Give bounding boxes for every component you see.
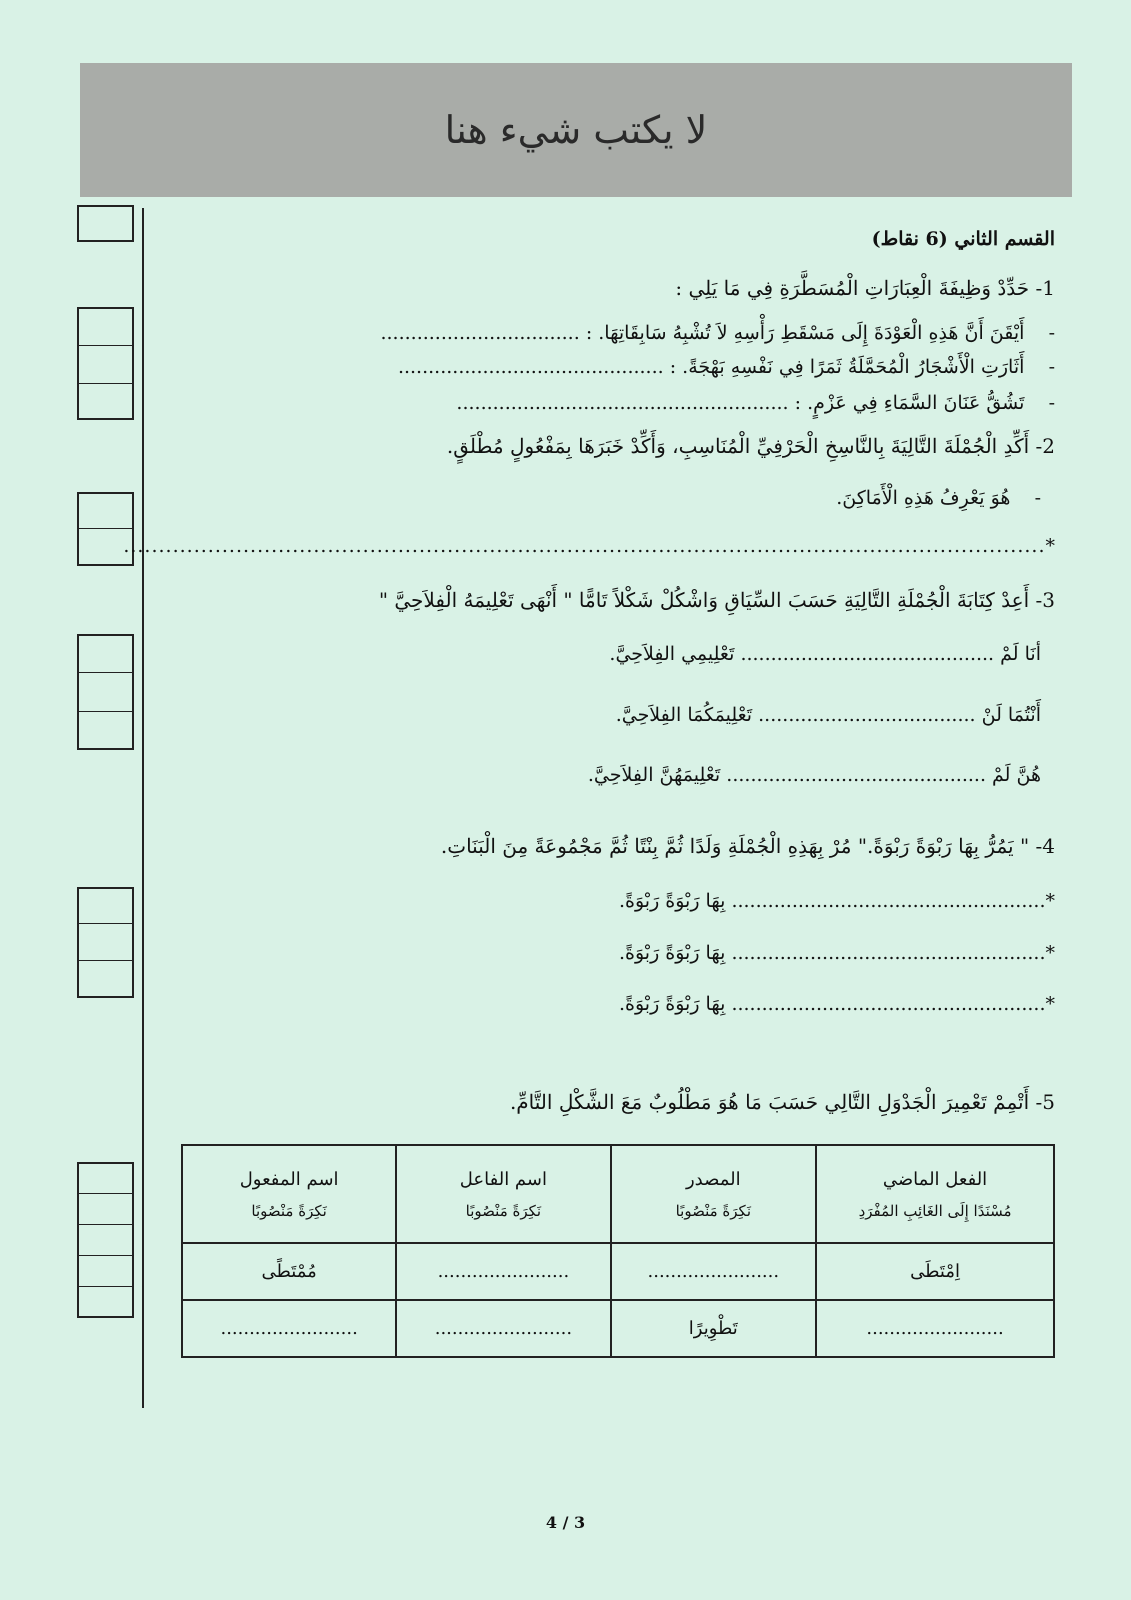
- grade-box-divider: [79, 923, 132, 924]
- margin-line: [142, 208, 144, 1408]
- q3-row-start: هُنَّ لَمْ: [992, 764, 1041, 786]
- q1-item-text: تَشُقُّ عَنَانَ السَّمَاءِ فِي عَزْمٍ. :: [794, 392, 1025, 414]
- header-subtitle: نَكِرَةً مَنْصُوبًا: [465, 1201, 542, 1220]
- answer-blank[interactable]: ...........................................: [726, 764, 986, 786]
- grade-box-q5[interactable]: [77, 1162, 134, 1318]
- q4-row: [619, 942, 1055, 964]
- table-cell-blank[interactable]: ........................: [182, 1300, 396, 1357]
- q3-row-start: أنَا لَمْ: [1000, 643, 1041, 665]
- answer-blank[interactable]: ....................................................: [731, 890, 1046, 912]
- star: *: [1045, 535, 1055, 557]
- header-title: الفعل الماضي: [882, 1168, 988, 1190]
- q1-item-text: أَيْقَنَ أَنَّ هَذِهِ الْعَوْدَةَ إِلَى مَسْقَطِ رَأْسِهِ لاَ تُشْبِهُ سَابِقَاتِهَا. :: [585, 322, 1025, 344]
- q5-prompt: 5- أَتْمِمْ تَعْمِيرَ الْجَدْوَلِ التَّالِي حَسَبَ مَا هُوَ مَطْلُوبٌ مَعَ الشَّكْلِ التَّامِّ.: [509, 1090, 1055, 1114]
- table-header-cell: [611, 1145, 817, 1243]
- table-cell-blank[interactable]: .......................: [396, 1243, 610, 1300]
- page-number: 4 / 3: [545, 1513, 586, 1532]
- bullet: -: [1048, 322, 1055, 344]
- answer-blank[interactable]: .......................................................: [456, 392, 789, 414]
- answer-blank[interactable]: .................................: [380, 322, 580, 344]
- q2-answer-line: [123, 535, 1055, 557]
- answer-blank[interactable]: ....................................................: [731, 993, 1046, 1015]
- q3-row: [609, 643, 1041, 665]
- grade-box-divider: [79, 345, 132, 346]
- grade-box-q4[interactable]: [77, 887, 134, 998]
- q3-prompt: 3- أَعِدْ كِتَابَةَ الْجُمْلَةِ التَّالِيَةِ حَسَبَ السِّيَاقِ وَاشْكُلْ شَكْلاً تَامًّا " أَنْهَى تَعْلِيمَهُ الْفِلاَحِيَّ ": [378, 588, 1055, 612]
- table-header-cell: [182, 1145, 396, 1243]
- q1-prompt: 1- حَدِّدْ وَظِيفَةَ الْعِبَارَاتِ الْمُسَطَّرَةِ فِي مَا يَلِي :: [675, 276, 1055, 300]
- star: *: [1045, 942, 1055, 964]
- table-cell-blank[interactable]: ........................: [816, 1300, 1054, 1357]
- answer-blank[interactable]: ....................................................: [731, 942, 1046, 964]
- grade-box-divider: [79, 1255, 132, 1256]
- grade-box-divider: [79, 960, 132, 961]
- bullet: -: [1034, 487, 1041, 509]
- bullet: -: [1048, 356, 1055, 378]
- q3-row-start: أَنْتُمَا لَنْ: [981, 704, 1041, 726]
- grade-box-divider: [79, 528, 132, 529]
- grade-box-divider: [79, 1224, 132, 1225]
- header-title: اسم المفعول: [239, 1168, 339, 1190]
- table-cell: تَطْوِيرًا: [611, 1300, 817, 1357]
- grade-box-q3[interactable]: [77, 634, 134, 750]
- table-cell: اِمْتَطَى: [816, 1243, 1054, 1300]
- q3-row-end: تَعْلِيمَهُنَّ الفِلاَحِيَّ.: [587, 764, 721, 786]
- table-cell-blank[interactable]: .......................: [611, 1243, 817, 1300]
- q4-row-end: بِهَا رَبْوَةً رَبْوَةً.: [618, 890, 726, 912]
- q3-row-end: تَعْلِيمَكُمَا الفِلاَحِيَّ.: [615, 704, 753, 726]
- table-row: [182, 1300, 1054, 1357]
- answer-blank[interactable]: ..........................................: [740, 643, 995, 665]
- star: *: [1045, 890, 1055, 912]
- header-subtitle: مُسْنَدًا إِلَى الغَائِبِ المُفْرَدِ: [858, 1201, 1012, 1220]
- banner-text: لا يكتب شيء هنا: [444, 108, 708, 152]
- q1-item: [456, 392, 1055, 414]
- table-header-cell: [816, 1145, 1054, 1243]
- grade-box-divider: [79, 711, 132, 712]
- grade-box-section[interactable]: [77, 205, 134, 242]
- q2-sentence: [836, 487, 1041, 509]
- q2-sentence-text: هُوَ يَعْرِفُ هَذِهِ الْأَمَاكِنَ.: [836, 487, 1011, 509]
- star: *: [1045, 993, 1055, 1015]
- grade-box-divider: [79, 672, 132, 673]
- q4-row: [619, 890, 1055, 912]
- q3-row: [588, 764, 1041, 786]
- q3-row: [616, 704, 1041, 726]
- header-subtitle: نَكِرَةً مَنْصُوبًا: [675, 1201, 752, 1220]
- table-header-cell: [396, 1145, 610, 1243]
- grade-box-q1[interactable]: [77, 307, 134, 420]
- q4-prompt: 4- " يَمُرُّ بِهَا رَبْوَةً رَبْوَةً." مُرْ بِهَذِهِ الْجُمْلَةِ وَلَدًا ثُمَّ بِنْتًا ثُمَّ مَجْمُوعَةً مِنَ الْبَنَاتِ.: [440, 834, 1055, 858]
- grade-box-divider: [79, 383, 132, 384]
- table-row: [182, 1243, 1054, 1300]
- bullet: -: [1048, 392, 1055, 414]
- q4-row: [619, 993, 1055, 1015]
- header-title: المصدر: [685, 1168, 741, 1190]
- header-title: اسم الفاعل: [459, 1168, 547, 1190]
- q5-table: [181, 1144, 1055, 1358]
- q3-row-end: تَعْلِيمِي الفِلاَحِيَّ.: [609, 643, 735, 665]
- section-title: القسم الثاني (6 نقاط): [871, 228, 1055, 250]
- table-header-row: [182, 1145, 1054, 1243]
- grade-box-divider: [79, 1286, 132, 1287]
- q1-item-text: أَثَارَتِ الْأَشْجَارُ الْمُحَمَّلَةُ ثَمَرًا فِي نَفْسِهِ بَهْجَةً. :: [669, 356, 1025, 378]
- answer-blank[interactable]: ............................................: [397, 356, 664, 378]
- answer-blank[interactable]: ...................................................................................................................................: [123, 535, 1046, 557]
- grade-box-divider: [79, 1193, 132, 1194]
- header-subtitle: نَكِرَةً مَنْصُوبًا: [251, 1201, 327, 1220]
- q1-item: [398, 356, 1055, 378]
- q1-item: [380, 322, 1055, 344]
- do-not-write-banner: [80, 63, 1072, 197]
- q2-prompt: 2- أَكِّدِ الْجُمْلَةَ التَّالِيَةَ بِالنَّاسِخِ الْحَرْفِيِّ الْمُنَاسِبِ، وَأَكِّدْ خَبَرَهَا بِمَفْعُولٍ مُطْلَقٍ.: [446, 434, 1055, 458]
- q4-row-end: بِهَا رَبْوَةً رَبْوَةً.: [618, 942, 726, 964]
- q4-row-end: بِهَا رَبْوَةً رَبْوَةً.: [618, 993, 726, 1015]
- table-cell: مُمْتَطًى: [182, 1243, 396, 1300]
- table-cell-blank[interactable]: ........................: [396, 1300, 610, 1357]
- answer-blank[interactable]: ....................................: [758, 704, 976, 726]
